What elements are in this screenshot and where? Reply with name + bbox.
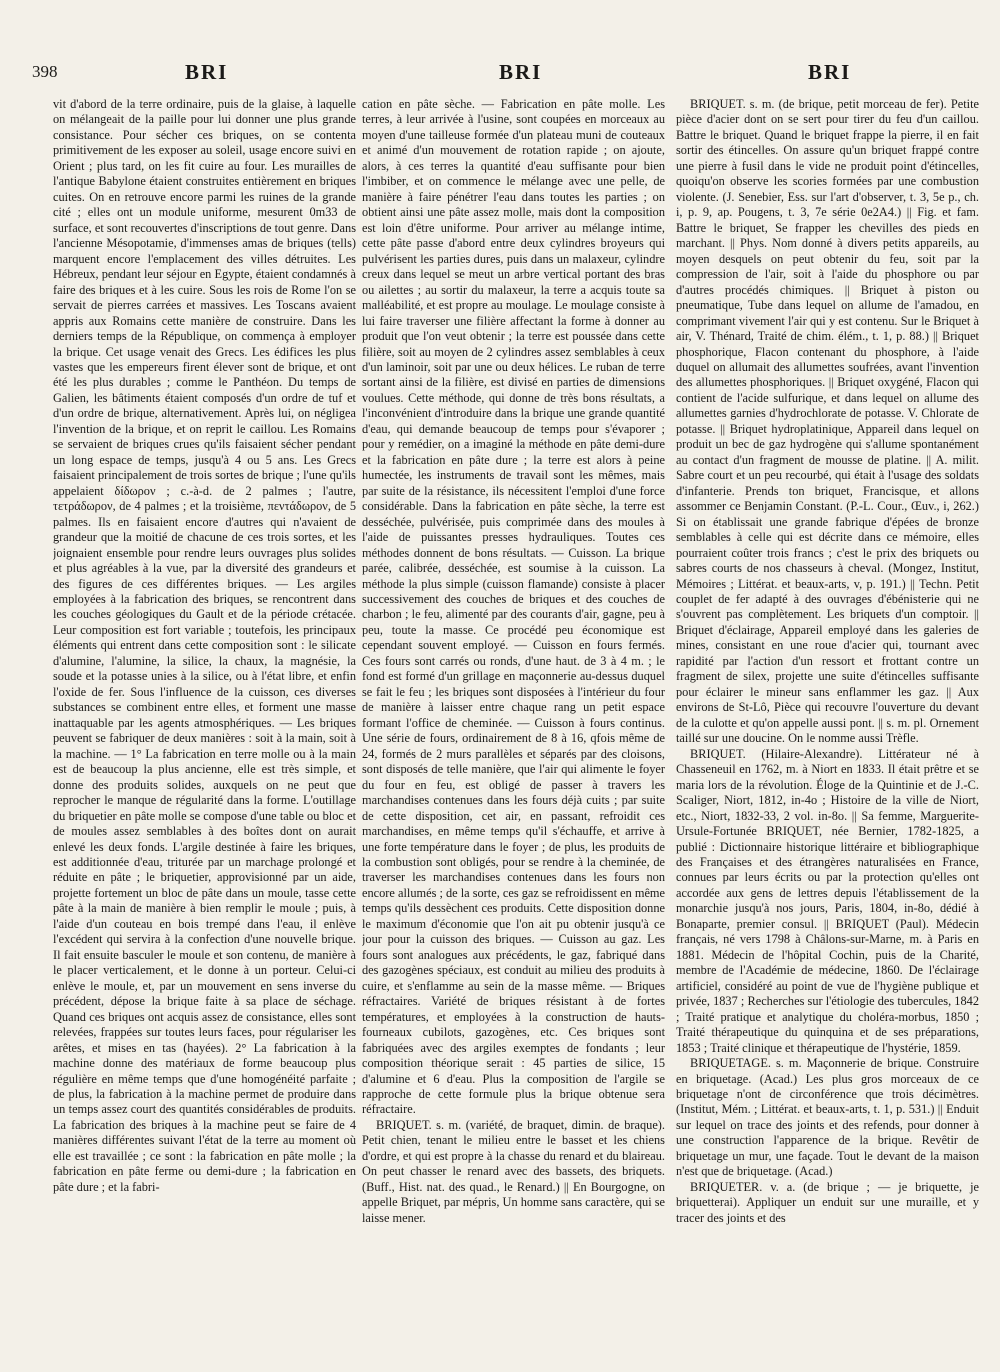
entry-briquet-dog: BRIQUET. s. m. (variété, de braquet, dimin. de braque). Petit chien, tenant le milieu entre le basset et les chiens d'ordre, et qui est propre à la chasse du renard et du blaireau. On peut chasser le renard avec des bassets, des briquets. (Buff., Hist. nat. des quad., le Renard.) || En Bourgogne, on appelle Briquet, par mépris, Un homme sans caractère, qui se laisse mener. [362, 1117, 665, 1225]
running-headword-right: BRI [808, 60, 852, 84]
page-header [0, 60, 1000, 90]
entry-briquet-steel: BRIQUET. s. m. (de brique, petit morceau de fer). Petite pièce d'acier dont on se sert pour tirer du feu d'un caillou. Battre le briquet. Quand le briquet frappe la pierre, il en fait sortir des étincelles. On assure qu'un briquet frappé contre une pierre à fusil dans le vide ne produit point d'étincelles, quoiqu'on observe les scories formées par une combustion violente. (J. Senebier, Ess. sur l'art d'observer, t. 3, 5e p., ch. i, p. 9, ap. Pougens, t. 3, 7e série 0e2A4.) || Fig. et fam. Battre le briquet, Se frapper les chevilles des pieds en marchant. || Phys. Nom donné à divers petits appareils, au moyen desquels on peut obtenir du feu, soit par la compression de l'air, soit à l'aide du phosphore ou par d'autres procédés chimiques. || Briquet à piston ou pneumatique, Tube dans lequel on allume de l'amadou, en comprimant vivement l'air qui y est contenu. Sur le Briquet à air, V. Thénard, Traité de chim. élém., t. 1, p. 88.) || Briquet phosphorique, Flacon contenant du phosphore, à l'aide duquel on allumait des allumettes soufrées, avant l'invention des allumettes phosphoriques. || Briquet oxygéné, Flacon qui contient de l'acide sulfurique, et dans lequel on allume des allumettes garnies d'hydrochlorate de potasse. V. Chlorate de potasse. || Briquet hydroplatinique, Appareil dans lequel on produit un bec de gaz hydrogène qui s'allume spontanément au contact d'un fragment de mousse de platine. || A. milit. Sabre court et un peu recourbé, qui était à l'usage des soldats d'infanterie. Prends ton briquet, Francisque, et allons assommer ce Benjamin Constant. (P.-L. Cour., Œuv., i, 262.) Si on établissait une grande fabrique d'épées de bronze semblables à celle qui est décrite dans ce mémoire, elles pourraient coûter trois francs ; c'est le prix des briquets ou sabres courts de nos chasseurs à cheval. (Mongez, Institut, Mémoires ; Littérat. et beaux-arts, v, p. 191.) || Techn. Petit couplet de fer adapté à des ouvrages d'ébénisterie qui ne s'ouvrent pas complètement. Les briquets d'un comptoir. || Briquet d'éclairage, Appareil employé dans les galeries de mines, consistant en une roue d'acier qui, tournant avec rapidité par l'action d'un ressort et frottant contre un fragment de silex, projette une suite d'étincelles suffisante pour éclairer le mineur sans enflammer les gaz. || Aux environs de St-Lô, Pièce qui recouvre l'ouverture du devant de la culotte et qu'on appelle aussi pont. || s. m. pl. Ornement taillé sur une doucine. On le nomme aussi Trèfle. [676, 97, 979, 746]
running-headword-center: BRI [499, 60, 543, 84]
text-column-1 [53, 97, 356, 1359]
column-2-paragraph-1: cation en pâte sèche. — Fabrication en pâte molle. Les terres, à leur arrivée à l'usine, sont coupées en morceaux au moyen d'une tailleuse formée d'un plateau muni de couteaux et animé d'un mouvement de rotation rapide ; on ajoute, alors, à ces terres la quantité d'eau suffisante pour bien l'imbiber, et on commence le mélange avec une pelle, de manière à faire pénétrer l'eau dans toutes les parties ; on obtient ainsi une pâte assez molle, mais dont la composition est loin d'être uniforme. Pour arriver au mélange intime, cette pâte passe d'abord entre deux cylindres broyeurs qui pulvérisent les parties dures, puis dans un malaxeur, cylindre creux dans lequel se meut un arbre vertical portant des bras ou ailettes ; au sortir du malaxeur, la terre a acquis toute sa malléabilité, et est propre au moulage. Le moulage consiste à lui faire traverser une filière affectant la forme à donner au produit que l'on veut obtenir ; la terre est poussée dans cette filière, soit au moyen de 2 cylindres assez semblables à ceux d'un laminoir, soit par une ou deux hélices. Le ruban de terre sortant ainsi de la filière, est divisé en parties de dimensions voulues. Cette méthode, qui donne de très bons résultats, a l'inconvénient d'introduire dans la brique une grande quantité d'eau, qui demande beaucoup de temps pour s'évaporer ; pour y remédier, on a imaginé la méthode en pâte demi-dure et la fabrication en pâte dure ; la terre est alors à peine humectée, les instruments de travail sont les mêmes, mais par suite de la résistance, ils nécessitent l'emploi d'une force considérable. Dans la fabrication en pâte sèche, la terre est desséchée, pulvérisée, puis comprimée dans des moules à l'aide de puissantes presses hydrauliques. Toutes ces méthodes donnent de bons résultats. — Cuisson. La brique parée, calibrée, desséchée, est soumise à la cuisson. La méthode la plus simple (cuisson flamande) consiste à placer successivement des couches de briques et des couches de charbon ; le feu, alimenté par des courants d'air, gagne, peu à peu, toute la masse. Ce procédé peu économique est cependant souvent employé. — Cuisson en fours fermés. Ces fours sont carrés ou ronds, d'une haut. de 3 à 4 m. ; le fond est formé d'un grillage en maçonnerie au-dessus duquel se fait le feu ; les briques sont disposées à l'intérieur du four de manière à laisser entre chaque rang un petit espace formant l'office de cheminée. — Cuisson à fours continus. Une série de fours, ordinairement de 8 à 16, qfois même de 24, formés de 2 murs parallèles et séparés par des cloisons, sont disposés de telle manière, que l'air qui alimente le foyer du four en feu, est obligé de passer à travers les marchandises contenues dans les fours déjà cuits ; par suite de cette disposition, cet air, en passant, refroidit ces marchandises, en même temps qu'il s'échauffe, et arrive à une forte température dans le foyer ; de plus, les produits de la combustion sont obligés, pour se rendre à la cheminée, de traverser les marchandises contenues dans les fours non encore allumés ; de la sorte, ces gaz se refroidissent en même temps qu'ils dessèchent ces produits. Cette disposition donne le maximum d'économie que l'on ait pu obtenir jusqu'à ce jour pour la cuisson des briques. — Cuisson au gaz. Les fours sont analogues aux précédents, le gaz, fabriqué dans des gazogènes spéciaux, est conduit au milieu des produits à cuire, et s'enflamme au sein de la masse même. — Briques réfractaires. Variété de briques résistant à de fortes températures, et employées à la construction de hauts-fourneaux cubilots, gazogènes, etc. Ces briques sont fabriquées avec des argiles exemptes de fondants ; leur composition théorique serait : 45 parties de silice, 15 d'alumine et 6 d'eau. Plus la composition de l'argile se rapproche de cette formule plus la brique obtenue sera réfractaire. [362, 97, 665, 1117]
text-column-3 [676, 97, 979, 1359]
entry-briquetage: BRIQUETAGE. s. m. Maçonnerie de brique. Construire en briquetage. (Acad.) Les plus gros morceaux de ce briquetage n'ont de circonférence que trois décimètres. (Institut, Mém. ; Littérat. et beaux-arts, t. 1, p. 531.) || Enduit sur lequel on trace des joints et des refends, pour donner à une construction l'apparence de la brique. Revêtir de briquetage un mur, une façade. Tout le devant de la maison n'est que de briquetage. (Acad.) [676, 1056, 979, 1179]
column-1-paragraph-1: vit d'abord de la terre ordinaire, puis de la glaise, à laquelle on mélangeait de la paille pour lui donner une plus grande consistance. Pour sécher ces briques, on se contenta primitivement de les exposer au soleil, usage encore suivi en Orient ; plus tard, on les fit cuire au four. Les murailles de l'antique Babylone étaient construites entièrement en briques cuites. On en retrouve encore parmi les ruines de la grande cité ; elles ont un module uniforme, mesurent 0m33 de surface, et sont recouvertes d'inscriptions de tout genre. Dans l'ancienne Mésopotamie, d'immenses amas de briques (tells) marquent encore l'emplacement des villes détruites. Les Hébreux, pendant leur séjour en Egypte, étaient condamnés à faire des briques et à les cuire. Sous les rois de Rome l'on se servait de pierres carrées et massives. Les Toscans avaient appris aux Romains cette manière de construire. Dans les derniers temps de la République, on commença à employer la brique. Cet usage venait des Grecs. Les édifices les plus vastes que les empereurs firent élever sont de brique, et ont été les plus durables ; comme le Panthéon. Du temps de Galien, les bâtiments étaient composés d'un ordre de tuf et d'un ordre de brique, alternativement. Après lui, on négligea l'invention de la brique, et on reprit le caillou. Les Romains se servaient de briques crues qu'ils faisaient sécher pendant un long espace de temps, jusqu'à 4 ou 5 ans. Les Grecs faisaient principalement de trois sortes de brique ; l'une qu'ils appelaient δίδωρον ; c.-à-d. de 2 palmes ; l'autre, τετράδωρον, de 4 palmes ; et la troisième, πεντάδωρον, de 5 palmes. Ils en faisaient encore d'autres qui n'avaient de grandeur que la moitié de chacune de ces trois sortes, et les joignaient ensemble pour rendre leurs ouvrages plus solides et plus agréables à la vue, par la diversité des grandeurs et des figures de ces différentes briques. — Les argiles employées à la fabrication des briques, se rencontrent dans les couches géologiques du Gault et de la période crétacée. Leur composition est fort variable ; toutefois, les principaux éléments qui entrent dans cette composition sont : le silicate d'alumine, l'alumine, la silice, la chaux, la magnésie, la soude et la potasse unies à la silice, ou à l'état libre, et enfin l'oxide de fer. Sous l'influence de la cuisson, ces diverses substances se combinent entre elles, et forment une masse inattaquable par les agents atmosphériques. — Les briques peuvent se fabriquer de deux manières : soit à la main, soit à la machine. — 1° La fabrication en terre molle ou à la main est de beaucoup la plus ancienne, elle est très simple, et donne des produits solides, auxquels on ne peut que reprocher le manque de régularité dans la forme. L'outillage du briquetier en pâte molle se compose d'une table ou bloc et de moules assez semblables à des boîtes dont on aurait enlevé les deux fonds. L'argile destinée à faire les briques, est additionnée d'eau, triturée par un marchage prolongé et réduite en pâte ; le briquetier, approvisionné par un aide, projette fortement un bloc de pâte dans un moule, tasse cette pâte à la main de manière à bien remplir le moule ; puis, à l'aide d'un couteau en bois trempé dans l'eau, il enlève l'excédent qui servira à la confection d'une nouvelle brique. Il fait ensuite basculer le moule et son contenu, de manière à le placer verticalement, et le donne à un porteur. Celui-ci enlève le moule, et, par un mouvement en sens inverse du précédent, dépose la brique faite à sa place de séchage. Quand ces briques ont acquis assez de consistance, elles sont relevées, frappées sur toutes leurs faces, pour régulariser les arêtes, et mises en tas (hayées). 2° La fabrication à la machine donne des matériaux de forme beaucoup plus régulière en même temps que d'une homogénéité parfaite ; de plus, la fabrication à la machine permet de produire dans un temps assez court des quantités considérables de produits. La fabrication des briques à la machine peut se faire de 4 manières différentes suivant l'état de la terre au moment où elle est travaillée ; ce sont : la fabrication en pâte molle ; la fabrication en pâte ferme ou demi-dure ; la fabrication en pâte dure ; et la fabri- [53, 97, 356, 1194]
entry-briquet-hilaire: BRIQUET. (Hilaire-Alexandre). Littérateur né à Chasseneuil en 1762, m. à Niort en 1833. Il était prêtre et se maria lors de la révolution. Éloge de la Quintinie et de J.-C. Scaliger, Niort, 1812, in-4o ; Histoire de la ville de Niort, etc., Niort, 1832-33, 2 vol. in-8o. || Sa femme, Marguerite-Ursule-Fortunée BRIQUET, née Bernier, 1782-1825, a publié : Dictionnaire historique littéraire et bibliographique des Françaises et des étrangères naturalisées en France, connues par leurs écrits ou par la protection qu'elles ont accordée aux gens de lettres depuis l'établissement de la monarchie jusqu'à nos jours, Paris, 1804, in-8o, dédié à Bonaparte, premier consul. || BRIQUET (Paul). Médecin français, né vers 1798 à Châlons-sur-Marne, m. à Paris en 1881. Médecin de l'hôpital Cochin, puis de la Charité, membre de l'Académie de médecine, 1860. De l'éclairage artificiel, considéré au point de vue de l'hygiène publique et privée, 1837 ; Recherches sur l'étiologie des tubercules, 1842 ; Traité pratique et analytique du choléra-morbus, 1850 ; Traité thérapeutique du quinquina et de ses préparations, 1853 ; Traité clinique et thérapeutique de l'hystérie, 1859. [676, 746, 979, 1055]
text-column-2 [362, 97, 665, 1359]
running-headword-left: BRI [185, 60, 229, 84]
page-number: 398 [32, 62, 58, 81]
entry-briqueter: BRIQUETER. v. a. (de brique ; — je briquette, je briquetterai). Appliquer un enduit sur une muraille, et y tracer des joints et des [676, 1179, 979, 1225]
